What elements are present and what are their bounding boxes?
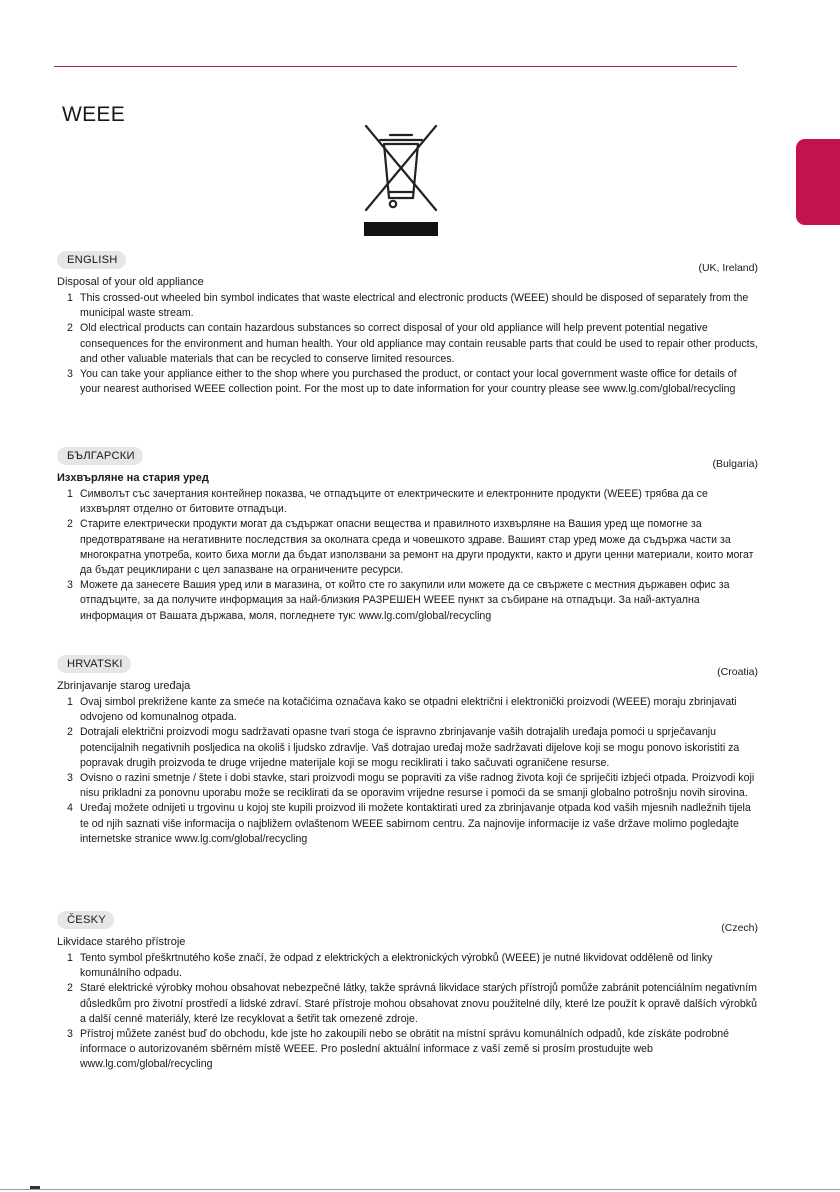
region-label: (Czech) (721, 922, 758, 934)
language-label: БЪЛГАРСКИ (57, 447, 143, 465)
list-item: 1 Tento symbol přeškrtnutého koše značí, že odpad z elektrických a elektronických výrobků (WEEE) je nutné likvidovat odděleně od linky komunálního odpadu. (67, 952, 713, 980)
language-side-tab (796, 139, 840, 225)
list-item: 1 Символът със зачертания контейнер показва, че отпадъците от електрическите и електронните продукти (WEEE) трябва да се изхвърлят отделно от битовите отпадъци. (67, 488, 708, 516)
numbered-list (54, 487, 760, 624)
list-item: 3 You can take your appliance either to the shop where you purchased the product, or contact your local government waste office for details of your nearest authorised WEEE collection point. For the most up to date information for your country please see www.lg.com/global/recycling (67, 368, 737, 396)
list-item: 4 Uređaj možete odnijeti u trgovinu u kojoj ste kupili proizvod ili možete kontaktirati ured za zbrinjavanje otpada kod vaših mjesnih nadležnih tijela te od njih saznati više informacija o najbližem ovlaštenom WEEE sabirnom centru. Za najnovije informacije iz vaše države molimo pogledajte internetske stranice www.lg.com/global/recycling (67, 802, 751, 845)
section-heading: Zbrinjavanje starog uređaja (57, 680, 191, 692)
list-item: 2 Old electrical products can contain hazardous substances so correct disposal of your old appliance will help prevent potential negative consequences for the environment and human health. Your old appliance may contain reusable parts that could be used to repair other products, and other valuable materials that can be recycled to conserve limited resources. (67, 322, 758, 365)
section-croatian (54, 654, 760, 847)
bottom-rule (0, 1189, 840, 1190)
section-bulgarian (54, 446, 760, 624)
numbered-list (54, 695, 760, 847)
list-item: 2 Старите електрически продукти могат да съдържат опасни вещества и правилното изхвърляне на Вашия уред ще помогне за предотвратяване на негативните последствия за околната среда и човешкото здраве. Вашият стар уред може да съдържа части за многократна употреба, които биха могли да бъдат използвани за ремонт на други продукти, както и други ценни материали, които могат да бъдат рециклирани с цел запазване на ограничените ресурси. (67, 518, 754, 577)
numbered-list (54, 951, 760, 1073)
section-heading: Disposal of your old appliance (57, 276, 204, 288)
section-czech (54, 910, 760, 1073)
list-item: 2 Staré elektrické výrobky mohou obsahovat nebezpečné látky, takže správná likvidace starých přístrojů pomůže zabránit potenciálním negativním důsledkům pro životní prostředí a lidské zdraví. Staré přístroje mohou obsahovat znovu použitelné díly, které lze použít k opravě dalších výrobků a další cenné materiály, které lze recyklovat a šetřit tak omezené zdroje. (67, 982, 757, 1025)
crossed-out-wheeled-bin-icon (362, 122, 440, 238)
region-label: (UK, Ireland) (698, 262, 758, 274)
list-item: 3 Přístroj můžete zanést buď do obchodu, kde jste ho zakoupili nebo se obrátit na místní správu komunálních odpadů, kde získáte podrobné informace o autorizovaném sběrném místě WEEE. Pro poslední aktuální informace z vaší země si prosím prostudujte web www.lg.com/global/recycling (67, 1028, 730, 1071)
list-item: 3 Можете да занесете Вашия уред или в магазина, от който сте го закупили или можете да се свържете с местния държавен офис за отпадъците, за да получите информация за най-близкия РАЗРЕШЕН WEEE пункт за събиране на отпадъци. За най-актуална информация от Вашата държава, моля, погледнете тук: www.lg.com/global/recycling (67, 579, 730, 622)
list-item: 3 Ovisno o razini smetnje / štete i dobi stavke, stari proizvodi mogu se popraviti za više radnog života koji će spriječiti izbjeći otpada. Proizvodi koji nisu prikladni za ponovnu uporabu može se reciklirati da se oporavim vrijedne resurse i pomoći da se smanji globalno potrošnju novih sirovina. (67, 772, 755, 800)
bottom-mark (30, 1186, 40, 1189)
numbered-list (54, 291, 760, 397)
region-label: (Bulgaria) (712, 458, 758, 470)
language-label: ČESKY (57, 911, 114, 929)
section-heading: Likvidace starého přístroje (57, 936, 186, 948)
list-item: 1 Ovaj simbol prekrižene kante za smeće na kotačićima označava kako se otpadni električni i elektronički proizvodi (WEEE) moraju zbrinjavati odvojeno od komunalnog otpada. (67, 696, 737, 724)
region-label: (Croatia) (717, 666, 758, 678)
language-label: HRVATSKI (57, 655, 131, 673)
top-rule (54, 66, 737, 67)
list-item: 1 This crossed-out wheeled bin symbol indicates that waste electrical and electronic products (WEEE) should be disposed of separately from the municipal waste stream. (67, 292, 749, 320)
section-heading: Изхвърляне на стария уред (57, 472, 209, 484)
page-title: WEEE (62, 103, 126, 126)
list-item: 2 Dotrajali električni proizvodi mogu sadržavati opasne tvari stoga će ispravno zbrinjavanje vaših dotrajalih uređaja pomoći u sprječavanju potencijalnih negativnih posljedica na okoliš i ljudsko zdravlje. Vaš dotrajao uređaj može sadržavati dijelove koji se mogu ponovo iskoristiti za popravak drugih proizvoda te druge vrijedne materijale koji se mogu reciklirati i tako sačuvati ograničene resurse. (67, 726, 740, 769)
section-english (54, 250, 760, 397)
language-label: ENGLISH (57, 251, 126, 269)
